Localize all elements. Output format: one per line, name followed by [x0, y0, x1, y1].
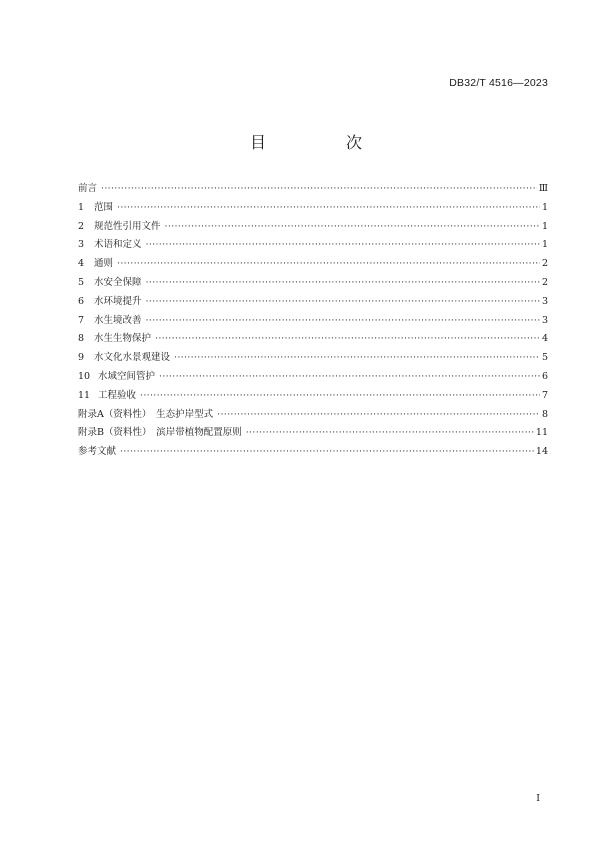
- toc-number: 9: [78, 352, 85, 364]
- toc-label: 范围: [94, 201, 114, 213]
- toc-label: 水环境提升: [94, 295, 142, 307]
- dot-leader: [174, 352, 540, 363]
- toc-page: 6: [541, 370, 548, 382]
- toc-label: 前言: [78, 183, 98, 194]
- toc-page: 2: [541, 258, 548, 270]
- toc-page: 7: [541, 389, 548, 401]
- dot-leader: [155, 333, 540, 344]
- toc-entry-appendix-b[interactable]: [78, 424, 548, 443]
- toc-entry-appendix-a[interactable]: [78, 406, 548, 425]
- dot-leader: [146, 296, 540, 307]
- toc-page: 1: [541, 239, 548, 251]
- toc-entry-acceptance[interactable]: [78, 387, 548, 406]
- dot-leader: [246, 427, 534, 438]
- toc-label: 参考文献: [78, 446, 117, 458]
- toc-label: 附录B（资料性） 滨岸带植物配置原则: [78, 427, 242, 439]
- dot-leader: [217, 409, 540, 420]
- toc-entry-normative-references[interactable]: [78, 218, 548, 237]
- toc-page: 5: [541, 352, 548, 364]
- toc-number: 10: [78, 370, 91, 382]
- toc-number: 6: [78, 295, 85, 307]
- toc-page: 3: [541, 314, 548, 326]
- toc-label: 规范性引用文件: [94, 220, 161, 232]
- toc-label: 水生生物保护: [94, 333, 152, 345]
- dot-leader: [101, 183, 537, 194]
- toc-page: 1: [541, 201, 548, 213]
- toc-number: 7: [78, 314, 85, 326]
- toc-page: Ⅲ: [538, 183, 548, 194]
- toc-number: 5: [78, 276, 85, 288]
- toc-label: 水域空间管护: [98, 370, 156, 382]
- dot-leader: [165, 221, 540, 232]
- page-number: I: [536, 793, 540, 804]
- dot-leader: [146, 239, 540, 250]
- page-title: 目 次: [249, 133, 394, 152]
- dot-leader: [140, 390, 540, 401]
- toc-label: 水文化水景观建设: [94, 352, 171, 364]
- toc-page: 14: [535, 446, 548, 458]
- toc-entry-water-safety[interactable]: [78, 274, 548, 293]
- toc-page: 1: [541, 220, 548, 232]
- toc-entry-aquatic-life[interactable]: [78, 330, 548, 349]
- toc-entry-general[interactable]: [78, 255, 548, 274]
- toc-entry-water-environment[interactable]: [78, 293, 548, 312]
- toc-number: 8: [78, 333, 85, 345]
- toc-page: 2: [541, 276, 548, 288]
- standard-id: DB32/T 4516—2023: [449, 77, 548, 89]
- dot-leader: [117, 202, 540, 213]
- dot-leader: [146, 315, 540, 326]
- toc-page: 4: [541, 333, 548, 345]
- toc-entry-bibliography[interactable]: [78, 443, 548, 462]
- table-of-contents: [78, 180, 548, 462]
- toc-entry-space-management[interactable]: [78, 368, 548, 387]
- toc-number: 4: [78, 258, 85, 270]
- toc-label: 术语和定义: [94, 239, 142, 251]
- toc-label: 附录A（资料性） 生态护岸型式: [78, 408, 214, 420]
- dot-leader: [159, 371, 540, 382]
- toc-label: 水生境改善: [94, 314, 142, 326]
- toc-label: 工程验收: [98, 389, 137, 401]
- toc-label: 通则: [94, 258, 114, 270]
- toc-page: 8: [541, 408, 548, 420]
- dot-leader: [117, 258, 540, 269]
- dot-leader: [146, 277, 540, 288]
- toc-number: 3: [78, 239, 85, 251]
- toc-number: 2: [78, 220, 85, 232]
- toc-number: 1: [78, 201, 85, 213]
- toc-entry-water-culture[interactable]: [78, 349, 548, 368]
- toc-entry-foreword[interactable]: [78, 180, 548, 199]
- toc-page: 3: [541, 295, 548, 307]
- toc-entry-habitat[interactable]: [78, 312, 548, 331]
- toc-page: 11: [535, 427, 548, 439]
- toc-entry-terms[interactable]: [78, 236, 548, 255]
- toc-number: 11: [78, 389, 91, 401]
- toc-entry-scope[interactable]: [78, 199, 548, 218]
- dot-leader: [120, 446, 534, 457]
- toc-label: 水安全保障: [94, 276, 142, 288]
